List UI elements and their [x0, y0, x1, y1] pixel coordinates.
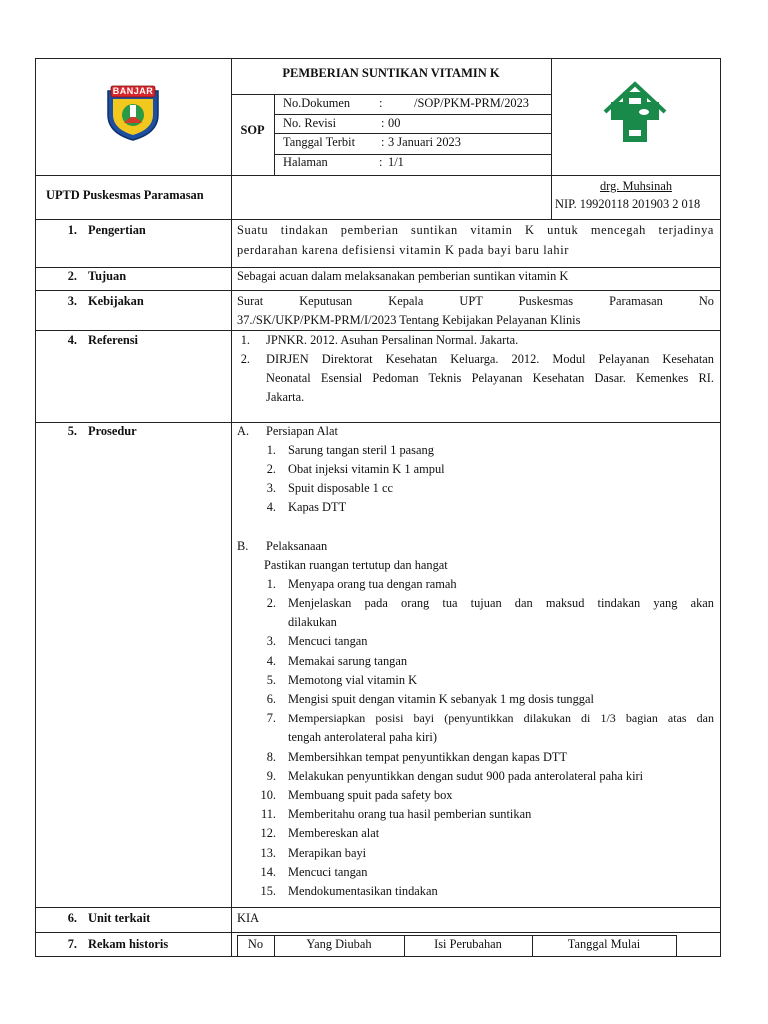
meta-sep: :: [379, 155, 383, 169]
list-number: 5.: [266, 673, 276, 687]
list-number: 6.: [266, 692, 276, 706]
history-col-header: Isi Perubahan: [434, 937, 502, 951]
list-number: 10.: [260, 788, 276, 802]
banjar-logo-text: BANJAR: [112, 86, 154, 96]
section-number: 3.: [67, 294, 77, 308]
list-item: Memotong vial vitamin K: [288, 673, 418, 687]
list-item: Menjelaskan pada orang tua tujuan dan maksud tindakan yang akan: [288, 596, 714, 610]
list-item: tengah anterolateral paha kiri): [288, 730, 437, 744]
history-col-header: Tanggal Mulai: [567, 937, 641, 951]
list-number: 2.: [266, 596, 276, 610]
list-item: Mengisi spuit dengan vitamin K sebanyak 1 mg dosis tunggal: [288, 692, 594, 706]
list-item: Spuit disposable 1 cc: [288, 481, 393, 495]
pengertian-line: Suatu tindakan pemberian suntikan vitamin K untuk mencegah terjadinya: [237, 223, 714, 237]
section-number: 6.: [67, 911, 77, 925]
list-item: Obat injeksi vitamin K 1 ampul: [288, 462, 445, 476]
section-label-kebijakan: Kebijakan: [88, 294, 144, 308]
signer-nip: NIP. 19920118 201903 2 018: [555, 197, 701, 211]
subsection-title: Persiapan Alat: [266, 424, 338, 438]
list-number: 4.: [266, 654, 276, 668]
list-item: Melakukan penyuntikkan dengan sudut 900 pada anterolateral paha kiri: [288, 769, 644, 783]
tujuan-text: Sebagai acuan dalam melaksanakan pemberian suntikan vitamin K: [237, 269, 569, 283]
meta-label: Halaman: [283, 155, 328, 169]
signer-name: drg. Muhsinah: [599, 179, 673, 193]
organization-name: UPTD Puskesmas Paramasan: [46, 188, 204, 202]
list-number: 13.: [260, 846, 276, 860]
list-item: Memberitahu orang tua hasil pemberian suntikan: [288, 807, 532, 821]
list-item: Mencuci tangan: [288, 865, 368, 879]
section-number: 1.: [67, 223, 77, 237]
list-item: Membereskan alat: [288, 826, 380, 840]
kebijakan-line: Surat Keputusan Kepala UPT Puskesmas Paramasan No: [237, 294, 714, 308]
sop-label: SOP: [240, 123, 265, 137]
list-number: 1.: [240, 333, 250, 347]
meta-label: Tanggal Terbit: [283, 135, 356, 149]
referensi-item: JPNKR. 2012. Asuhan Persalinan Normal. Jakarta.: [266, 333, 519, 347]
list-number: 2.: [266, 462, 276, 476]
list-number: 12.: [260, 826, 276, 840]
pengertian-line: perdarahan karena defisiensi vitamin K pada bayi baru lahir: [237, 243, 569, 257]
section-label-pengertian: Pengertian: [88, 223, 146, 237]
referensi-item: Jakarta.: [266, 390, 305, 404]
meta-label: No. Revisi: [283, 116, 337, 130]
subsection-letter: B.: [237, 539, 249, 553]
section-label-tujuan: Tujuan: [88, 269, 127, 283]
section-label-unit-terkait: Unit terkait: [88, 911, 151, 925]
list-item: Mendokumentasikan tindakan: [288, 884, 438, 898]
list-number: 15.: [260, 884, 276, 898]
subsection-title: Pelaksanaan: [266, 539, 328, 553]
section-number: 5.: [67, 424, 77, 438]
section-number: 4.: [67, 333, 77, 347]
unit-terkait-text: KIA: [237, 911, 260, 925]
list-number: 4.: [266, 500, 276, 514]
meta-sep: :: [381, 135, 385, 149]
list-item: dilakukan: [288, 615, 337, 629]
referensi-item: Neonatal Esensial Pedoman Teknis Pelayanan Kesehatan Dasar. Kemenkes RI.: [266, 371, 714, 385]
meta-sep: :: [379, 96, 383, 110]
list-number: 1.: [266, 443, 276, 457]
list-number: 7.: [266, 711, 276, 725]
meta-value: 00: [388, 116, 401, 130]
meta-value: 1/1: [388, 155, 404, 169]
meta-value: /SOP/PKM-PRM/2023: [414, 96, 529, 110]
list-number: 3.: [266, 634, 276, 648]
list-number: 9.: [266, 769, 276, 783]
list-item: Sarung tangan steril 1 pasang: [288, 443, 434, 457]
section-label-prosedur: Prosedur: [88, 424, 137, 438]
section-label-rekam-historis: Rekam historis: [88, 937, 169, 951]
meta-label: No.Dokumen: [283, 96, 351, 110]
list-item: Mencuci tangan: [288, 634, 368, 648]
list-item: Membersihkan tempat penyuntikkan dengan kapas DTT: [288, 750, 568, 764]
section-number: 2.: [67, 269, 77, 283]
referensi-item: DIRJEN Direktorat Kesehatan Keluarga. 2012. Modul Pelayanan Kesehatan: [266, 352, 714, 366]
list-number: 1.: [266, 577, 276, 591]
puskesmas-logo: [597, 78, 673, 146]
list-number: 3.: [266, 481, 276, 495]
list-number: 11.: [260, 807, 276, 821]
history-col-header: No: [247, 937, 264, 951]
list-item: Membuang spuit pada safety box: [288, 788, 453, 802]
list-item: Kapas DTT: [288, 500, 347, 514]
list-number: 14.: [260, 865, 276, 879]
history-col-header: Yang Diubah: [306, 937, 372, 951]
subsection-letter: A.: [237, 424, 250, 438]
section-number: 7.: [67, 937, 77, 951]
kebijakan-line: 37./SK/UKP/PKM-PRM/I/2023 Tentang Kebijakan Pelayanan Klinis: [237, 313, 581, 327]
pelaksanaan-intro: Pastikan ruangan tertutup dan hangat: [264, 558, 448, 572]
list-item: Merapikan bayi: [288, 846, 367, 860]
meta-value: 3 Januari 2023: [388, 135, 461, 149]
list-item: Memakai sarung tangan: [288, 654, 408, 668]
banjar-logo: [104, 85, 162, 141]
list-item: Mempersiapkan posisi bayi (penyuntikkan dilakukan di 1/3 bagian atas dan: [288, 711, 714, 725]
document-title: PEMBERIAN SUNTIKAN VITAMIN K: [282, 66, 500, 80]
meta-sep: :: [381, 116, 385, 130]
list-number: 2.: [240, 352, 250, 366]
list-item: Menyapa orang tua dengan ramah: [288, 577, 457, 591]
section-label-referensi: Referensi: [88, 333, 139, 347]
list-number: 8.: [266, 750, 276, 764]
